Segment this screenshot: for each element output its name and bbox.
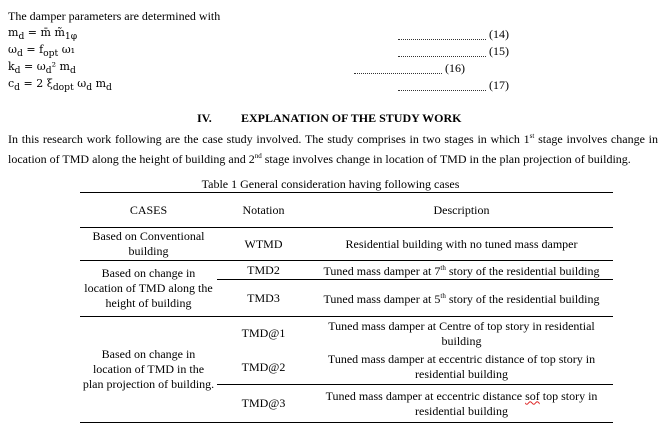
- eq14-lhs: m: [8, 26, 19, 39]
- description-text: story of the residential building: [445, 292, 600, 306]
- section-number: IV.: [197, 111, 212, 125]
- eq15-rhs: = f: [22, 43, 44, 56]
- eq16-rhs-sub: d: [45, 65, 52, 77]
- description-text: story of the residential building: [445, 264, 600, 278]
- case-cell: Based on change in location of TMD in the plan projection of building.: [80, 317, 217, 423]
- equation-17: [8, 77, 112, 93]
- table-row: [80, 228, 613, 261]
- ordinal-sup: st: [529, 132, 535, 140]
- body-paragraph: [8, 128, 658, 168]
- description-text: top story in residential building: [415, 388, 598, 418]
- case-cell: Based on Conventional building: [92, 229, 205, 258]
- eq17-lhs-sub: d: [14, 82, 21, 94]
- eq16-rhs: = ω: [20, 60, 46, 73]
- equation-number: (16): [445, 61, 465, 75]
- eq17-lhs: c: [8, 77, 15, 90]
- notation-cell: TMD@3: [241, 396, 286, 410]
- eq16-lhs: k: [8, 60, 15, 73]
- description-text: Tuned mass damper at eccentric distance: [325, 388, 526, 403]
- leader-dots: [398, 39, 486, 40]
- equation-number: (14): [489, 27, 509, 41]
- leader-dots: [398, 56, 486, 57]
- equation-16: [8, 60, 76, 76]
- description-cell: Tuned mass damper at Centre of top story in residential building: [328, 318, 595, 348]
- cases-table: [80, 192, 613, 423]
- eq17-tail: ω: [73, 77, 87, 90]
- leader-dots: [398, 90, 486, 91]
- description-cell: [310, 385, 613, 423]
- eq16-tail-sub: d: [69, 65, 76, 77]
- paragraph-text: In this research work following are the case study involved. The study comprises in two stages in which 1: [8, 132, 530, 146]
- ordinal-sup: th: [440, 264, 446, 272]
- ordinal-sup: nd: [254, 152, 262, 160]
- eq15-tail: ω₁: [58, 43, 76, 56]
- description-text: Tuned mass damper at 7: [323, 264, 441, 278]
- eq16-tail: ² m: [51, 60, 70, 73]
- paragraph-text: stage involves change in location of TMD in the plan projection of building.: [261, 152, 631, 166]
- table-row: [80, 261, 613, 280]
- notation-cell: TMD@1: [241, 326, 286, 341]
- paragraph-text: stage involves change in location of TMD along the height of building and 2: [8, 132, 658, 166]
- eq14-rhs: = m̄ m̃: [24, 26, 65, 39]
- notation-cell: TMD3: [217, 280, 310, 317]
- eq17-tail2-sub: d: [106, 82, 112, 94]
- case-cell: Based on change in location of TMD along the height of building: [80, 261, 217, 317]
- eq17-rhs: = 2 ξ: [20, 77, 53, 90]
- notation-cell: WTMD: [244, 236, 283, 251]
- equation-14: [8, 26, 77, 42]
- ordinal-sup: th: [440, 292, 446, 300]
- table-row: [80, 317, 613, 351]
- leader-dots: [354, 73, 442, 74]
- description-cell: Tuned mass damper at eccentric distance of top story in residential building: [327, 352, 596, 382]
- description-cell: [310, 280, 613, 317]
- header-cases: CASES: [129, 202, 168, 217]
- equation-15: [8, 43, 75, 59]
- section-title: EXPLANATION OF THE STUDY WORK: [241, 111, 462, 125]
- eq15-rhs-sub: opt: [43, 48, 59, 60]
- table-header-row: [80, 193, 613, 228]
- notation-cell: TMD@2: [241, 359, 286, 374]
- notation-cell: TMD2: [217, 261, 310, 280]
- table-caption: Table 1 General consideration having following cases: [201, 177, 460, 191]
- eq15-lhs: ω: [8, 43, 17, 56]
- description-cell: Residential building with no tuned mass damper: [345, 236, 578, 251]
- intro-text: The damper parameters are determined with: [8, 9, 221, 23]
- eq14-lhs-sub: d: [18, 31, 25, 43]
- equation-number: (17): [489, 78, 509, 92]
- header-description: Description: [433, 202, 490, 217]
- eq17-tail2: m: [92, 77, 107, 90]
- equation-number: (15): [489, 44, 509, 58]
- eq17-tail-sub: d: [86, 82, 93, 94]
- spellcheck-word: sof: [525, 388, 540, 403]
- header-notation: Notation: [242, 202, 285, 217]
- description-cell: [310, 261, 613, 280]
- description-text: Tuned mass damper at 5: [323, 292, 441, 306]
- eq15-lhs-sub: d: [16, 48, 23, 60]
- eq14-rhs-sub: 1φ: [64, 31, 78, 43]
- eq17-rhs-sub: dopt: [52, 82, 74, 94]
- eq16-lhs-sub: d: [14, 65, 21, 77]
